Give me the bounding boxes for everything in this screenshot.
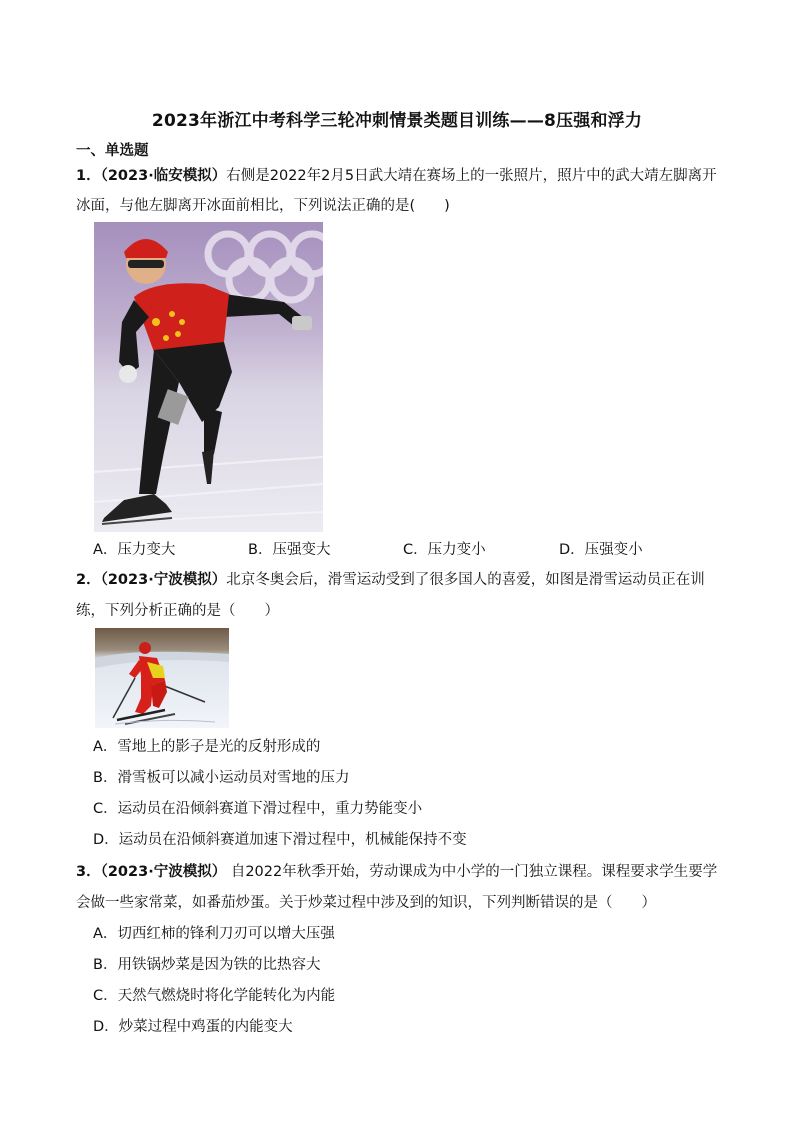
question-2-option-c[interactable]: C．运动员在沿倾斜赛道下滑过程中，重力势能变小 (93, 801, 423, 817)
question-1-option-d[interactable]: D．压强变小 (559, 542, 643, 558)
question-3-number: 3． (76, 864, 101, 880)
question-1-option-c[interactable]: C．压力变小 (403, 542, 486, 558)
question-1-option-b[interactable]: B．压强变大 (248, 542, 331, 558)
question-1-option-a[interactable]: A．压力变大 (93, 542, 176, 558)
question-3-line-2: 会做一些家常菜，如番茄炒蛋。关于炒菜过程中涉及到的知识，下列判断错误的是（ ） (76, 895, 656, 911)
page-title: 2023年浙江中考科学三轮冲刺情景类题目训练——8压强和浮力 (151, 111, 643, 131)
question-1-source: （2023·临安模拟） (100, 168, 227, 184)
question-3-option-b[interactable]: B．用铁锅炒菜是因为铁的比热容大 (93, 957, 321, 973)
question-3-option-d[interactable]: D．炒菜过程中鸡蛋的内能变大 (93, 1019, 293, 1035)
question-3-option-c[interactable]: C．天然气燃烧时将化学能转化为内能 (93, 988, 336, 1004)
section-heading: 一、单选题 (76, 143, 149, 159)
question-1-line-2: 冰面，与他左脚离开冰面前相比，下列说法正确的是( ) (76, 198, 450, 214)
question-2-stem: 北京冬奥会后，滑雪运动受到了很多国人的喜爱，如图是滑雪运动员正在训 (226, 572, 705, 588)
question-2-option-a[interactable]: A．雪地上的影子是光的反射形成的 (93, 739, 321, 755)
skier-photo (95, 628, 229, 728)
question-1-options (93, 538, 733, 558)
question-1-stem: 右侧是2022年2月5日武大靖在赛场上的一张照片，照片中的武大靖左脚离开 (226, 168, 717, 184)
question-3-source: （2023·宁波模拟） (100, 864, 227, 880)
question-1-line-1 (76, 166, 717, 186)
question-3-option-a[interactable]: A．切西红柿的锋利刀刃可以增大压强 (93, 926, 335, 942)
speed-skater-photo (94, 222, 323, 532)
question-2-option-b[interactable]: B．滑雪板可以减小运动员对雪地的压力 (93, 770, 350, 786)
question-1-number: 1． (76, 168, 101, 184)
question-2-option-d[interactable]: D．运动员在沿倾斜赛道加速下滑过程中，机械能保持不变 (93, 832, 467, 848)
question-2-number: 2． (76, 572, 101, 588)
question-3-stem: 自2022年秋季开始，劳动课成为中小学的一门独立课程。课程要求学生要学 (226, 864, 718, 880)
question-3-line-1 (76, 862, 717, 882)
question-2-line-2: 练，下列分析正确的是（ ） (76, 603, 279, 619)
question-2-line-1 (76, 570, 705, 590)
question-2-source: （2023·宁波模拟） (100, 572, 227, 588)
